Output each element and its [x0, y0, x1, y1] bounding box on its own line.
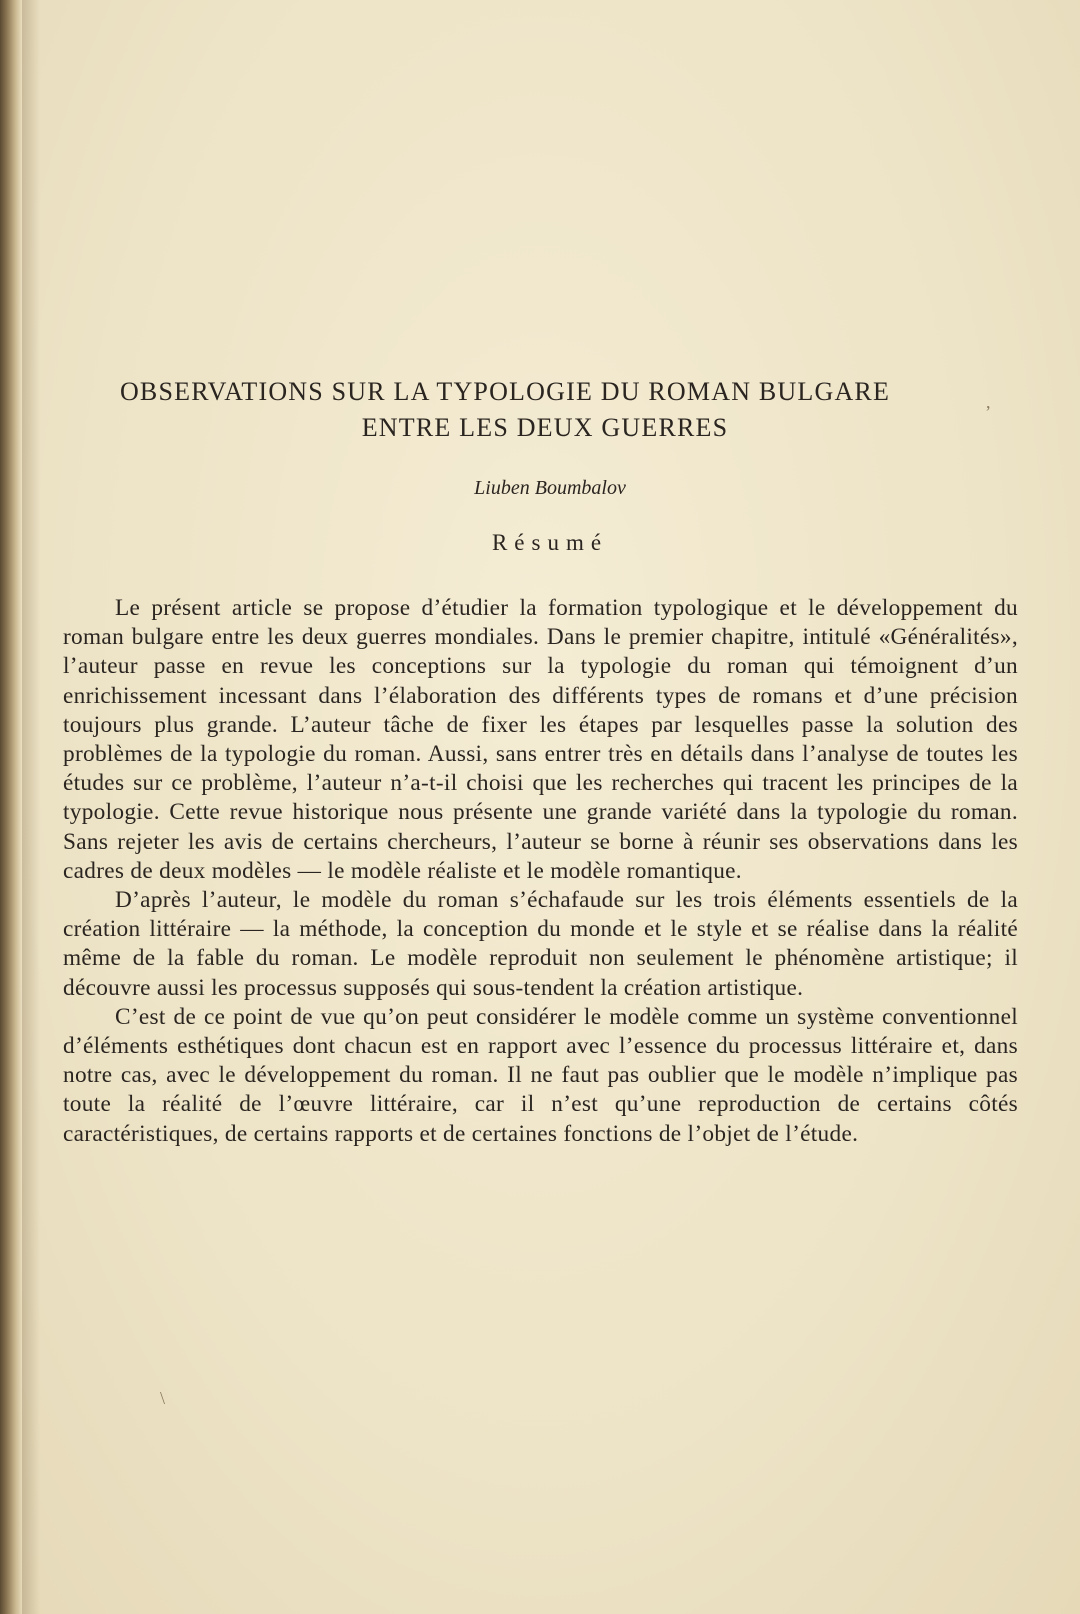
binding-shadow	[22, 0, 40, 1614]
title-line-2: ENTRE LES DEUX GUERRES	[361, 413, 729, 442]
abstract-body	[63, 590, 1018, 1149]
book-binding-edge	[0, 0, 22, 1614]
paragraph-1: Le présent article se propose d’étudier la formation typologique et le développement du roman bulgare entre les deux guerres mondiales. Dans le premier chapitre, intitulé «Généralités», l’auteur passe en revue les conceptions sur la typologie du roman qui témoignent d’un enrichissement incessant dans l’élaboration des différents types de romans et d’une précision toujours plus grande. L’auteur tâche de fixer les étapes par lesquelles passe la solution des problèmes de la typologie du roman. Aussi, sans entrer très en détails dans l’analyse de toutes les études sur ce problème, l’auteur n’a-t-il choisi que les recherches qui tracent les principes de la typologie. Cette revue historique nous présente une grande variété dans la typologie du roman. Sans rejeter les avis de certains chercheurs, l’auteur se borne à réunir ses observations dans les cadres de deux modèles — le modèle réaliste et le modèle romantique.	[63, 595, 1018, 884]
title-line-1: OBSERVATIONS SUR LA TYPOLOGIE DU ROMAN BULGARE	[119, 377, 891, 406]
section-heading-resume: Résumé	[491, 530, 609, 555]
author-name: Liuben Boumbalov	[474, 477, 626, 499]
paragraph-3: C’est de ce point de vue qu’on peut considérer le modèle comme un système conventionnel d’éléments esthétiques dont chacun est en rapport avec l’essence du processus littéraire et, dans notre cas, avec le développement du roman. Il ne faut pas oublier que le modèle n’implique pas toute la réalité de l’œuvre littéraire, car il n’est qu’une reproduction de certains côtés caractéristiques, de certains rapports et de certaines fonctions de l’objet de l’étude.	[63, 1003, 1018, 1147]
paragraph-2: D’après l’auteur, le modèle du roman s’échafaude sur les trois éléments essentiels de la création littéraire — la méthode, la conception du monde et le style et se réalise dans la réalité même de la fable du roman. Le modèle reproduit non seulement le phénomène artistique; il découvre aussi les processus supposés qui sous-tendent la création artistique.	[63, 887, 1018, 1001]
paper-speck: \	[160, 1388, 166, 1408]
paper-speck: ,	[986, 392, 991, 412]
article-title	[55, 374, 1015, 446]
